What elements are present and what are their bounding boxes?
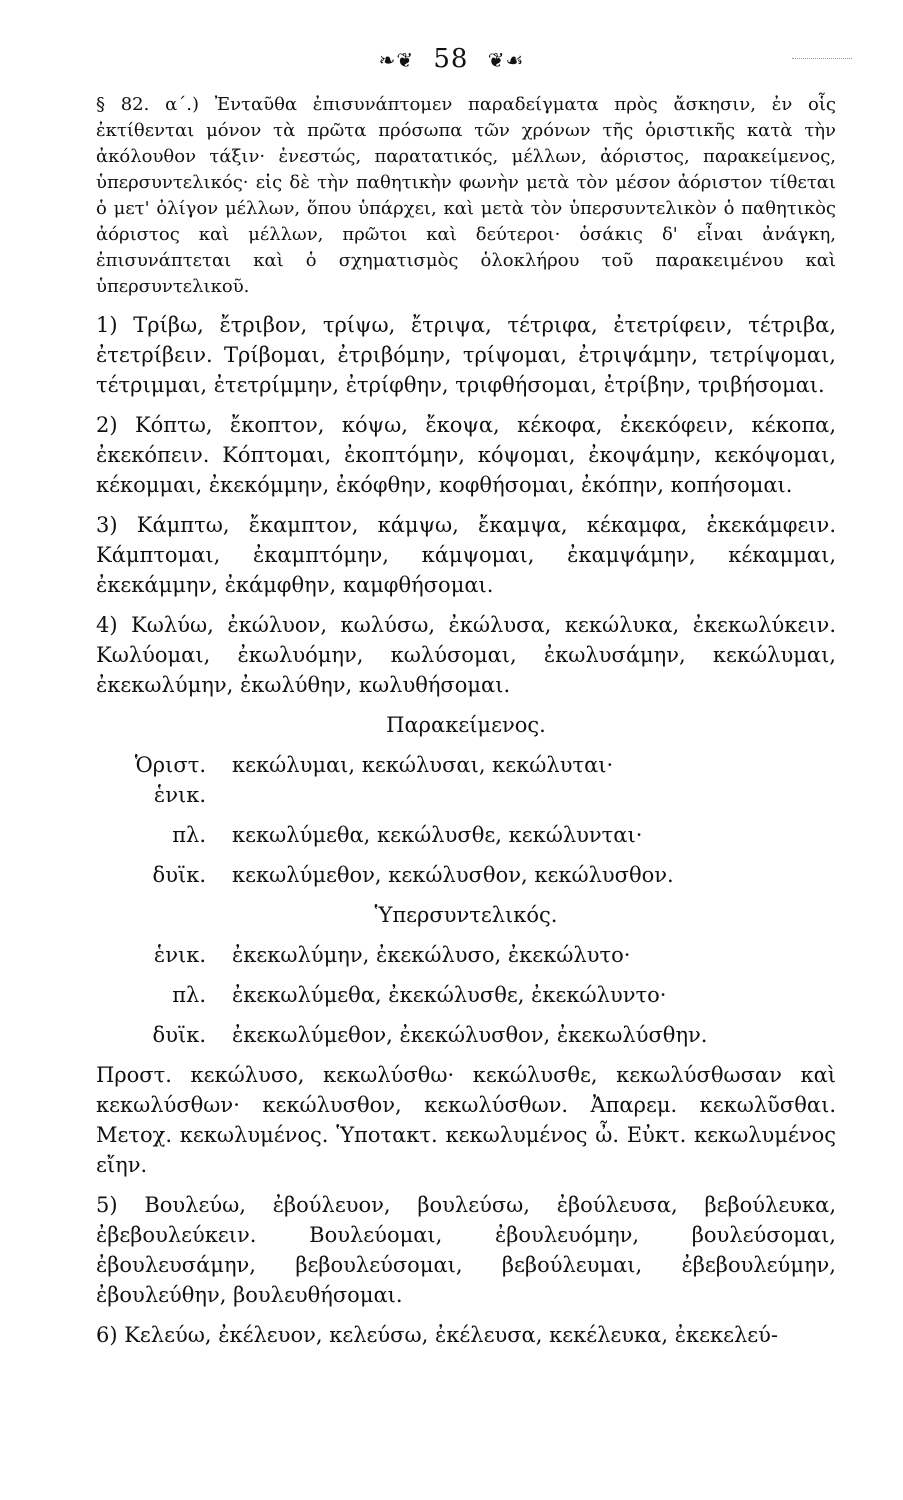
number-label: δυϊκ. [152,1023,206,1047]
corner-rule [792,58,852,59]
number-label: πλ. [172,823,206,847]
paradigm-forms: ἐκεκωλύμην, ἐκεκώλυσο, ἐκεκώλυτο· [232,943,631,967]
pluperfect-heading: Ὑπερσυντελικός. [374,903,558,927]
paradigm-row [96,750,836,810]
section-82-intro: § 82. α΄.) Ἐνταῦθα ἐπισυνάπτομεν παραδείγματα πρὸς ἄσκησιν, ἐν οἷς ἐκτίθενται μόνον τὰ πρῶτα πρόσωπα τῶν χρόνων τῆς ὁριστικῆς κατὰ τὴν ἀκόλουθον τάξιν· ἐνεστώς, παρατατικός, μέλλων, ἀόριστος, παρακείμενος, ὑπερσυντελικός· εἰς δὲ τὴν παθητικὴν φωνὴν μετὰ τὸν μέσον ἀόριστον τίθεται ὁ μετ' ὀλίγον μέλλων, ὅπου ὑπάρχει, καὶ μετὰ τὸν ὑπερσυντελικὸν ὁ παθητικὸς ἀόριστος καὶ μέλλων, πρῶτοι καὶ δεύτεροι· ὁσάκις δ' εἶναι ἀνάγκη, ἐπισυνάπτεται καὶ ὁ σχηματισμὸς ὁλοκλήρου τοῦ παρακειμένου καὶ ὑπερσυντελικοῦ. [96,94,836,297]
paradigm-forms: κεκώλυμαι, κεκώλυσαι, κεκώλυται· [232,753,614,777]
paradigm-row [96,940,836,970]
page-number: 58 [433,44,469,74]
other-moods: Προστ. κεκώλυσο, κεκωλύσθω· κεκώλυσθε, κεκωλύσθωσαν καὶ κεκωλύσθων· κεκώλυσθον, κεκωλύσθων. Ἀπαρεμ. κεκωλῦσθαι. Μετοχ. κεκωλυμένος. Ὑποτακτ. κεκωλυμένος ὦ. Εὐκτ. κεκωλυμένος εἴην. [96,1063,836,1177]
example-6: 6) Κελεύω, ἐκέλευον, κελεύσω, ἐκέλευσα, κεκέλευκα, ἐκεκελεύ- [96,1323,779,1347]
number-label: δυϊκ. [152,863,206,887]
page-header [0,44,903,74]
ornament-left: ❧❦ [378,48,415,72]
paradigm-forms: ἐκεκωλύμεθα, ἐκεκώλυσθε, ἐκεκώλυντο· [232,983,667,1007]
paradigm-forms: ἐκεκωλύμεθον, ἐκεκώλυσθον, ἐκεκωλύσθην. [232,1023,708,1047]
example-5: 5) Βουλεύω, ἐβούλευον, βουλεύσω, ἐβούλευσα, βεβούλευκα, ἐβεβουλεύκειν. Βουλεύομαι, ἐβουλευόμην, βουλεύσομαι, ἐβουλευσάμην, βεβουλεύσομαι, βεβούλευμαι, ἐβεβουλεύμην, ἐβουλεύθην, βουλευθήσομαι. [96,1193,836,1307]
paradigm-row [96,1020,836,1050]
perfect-heading: Παρακείμενος. [386,713,546,737]
example-1: 1) Τρίβω, ἔτριβον, τρίψω, ἔτριψα, τέτριφα, ἐτετρίφειν, τέτριβα, ἐτετρίβειν. Τρίβομαι, ἐτριβόμην, τρίψομαι, ἐτριψάμην, τετρίψομαι, τέτριμμαι, ἐτετρίμμην, ἐτρίφθην, τριφθήσομαι, ἐτρίβην, τριβήσομαι. [96,313,836,397]
example-3: 3) Κάμπτω, ἔκαμπτον, κάμψω, ἔκαμψα, κέκαμφα, ἐκεκάμφειν. Κάμπτομαι, ἐκαμπτόμην, κάμψομαι, ἐκαμψάμην, κέκαμμαι, ἐκεκάμμην, ἐκάμφθην, καμφθήσομαι. [96,513,836,597]
perfect-paradigm [96,750,836,890]
paradigm-forms: κεκωλύμεθα, κεκώλυσθε, κεκώλυνται· [232,823,643,847]
ornament-right: ❦☙ [487,48,525,72]
paradigm-row [96,820,836,850]
example-4: 4) Κωλύω, ἐκώλυον, κωλύσω, ἐκώλυσα, κεκώλυκα, ἐκεκωλύκειν. Κωλύομαι, ἐκωλυόμην, κωλύσομαι, ἐκωλυσάμην, κεκώλυμαι, ἐκεκωλύμην, ἐκωλύθην, κωλυθήσομαι. [96,613,836,697]
example-2: 2) Κόπτω, ἔκοπτον, κόψω, ἔκοψα, κέκοφα, ἐκεκόφειν, κέκοπα, ἐκεκόπειν. Κόπτομαι, ἐκοπτόμην, κόψομαι, ἐκοψάμην, κεκόψομαι, κέκομμαι, ἐκεκόμμην, ἐκόφθην, κοφθήσομαι, ἐκόπην, κοπήσομαι. [96,413,836,497]
number-label: πλ. [172,983,206,1007]
number-label: Ὁριστ. ἑνικ. [134,753,206,807]
number-label: ἑνικ. [153,943,206,967]
paradigm-row [96,980,836,1010]
pluperfect-paradigm [96,940,836,1050]
paradigm-forms: κεκωλύμεθον, κεκώλυσθον, κεκώλυσθον. [232,863,674,887]
paradigm-row [96,860,836,890]
page-body [96,92,836,1360]
